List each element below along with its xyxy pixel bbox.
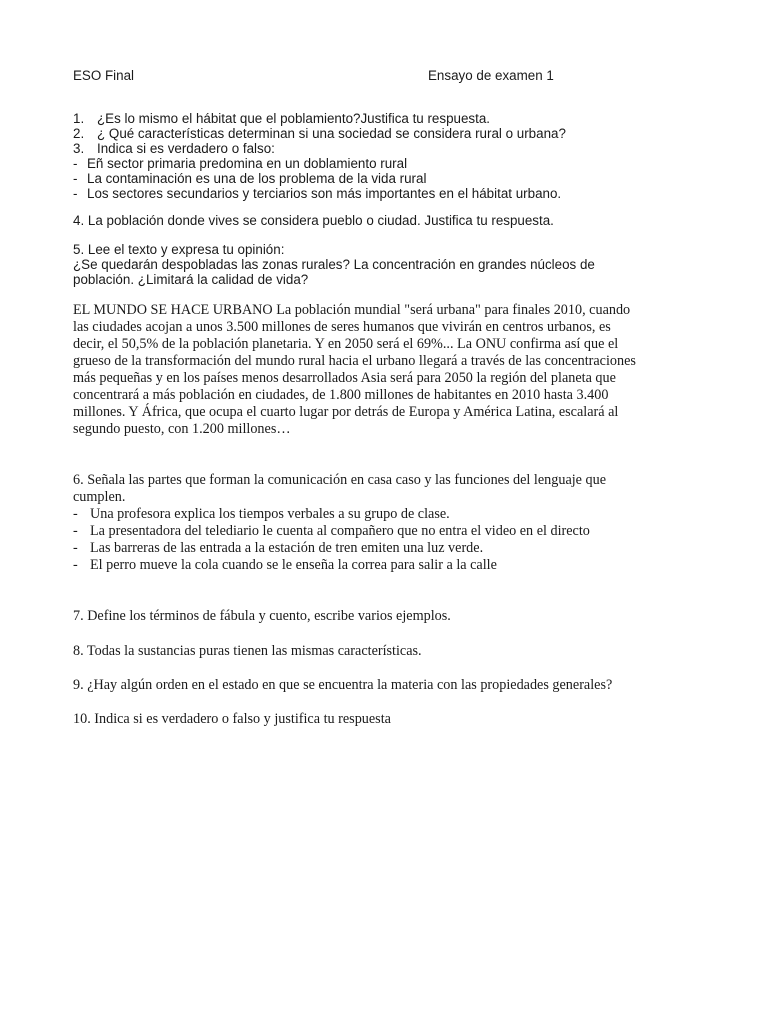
question-7-text: 7. Define los términos de fábula y cuento, escribe varios ejemplos. bbox=[73, 608, 451, 624]
article-line: segundo puesto, con 1.200 millones… bbox=[73, 421, 291, 437]
dash-bullet: - bbox=[73, 156, 78, 171]
article-line: decir, el 50,5% de la población planetaria. Y en 2050 será el 69%... La ONU confirma así que el bbox=[73, 336, 619, 352]
q3-item bbox=[73, 186, 695, 201]
q6-item-text: La presentadora del telediario le cuenta al compañero que no entra el video en el directo bbox=[90, 523, 590, 539]
question-9 bbox=[73, 677, 695, 694]
article-line: EL MUNDO SE HACE URBANO La población mundial "será urbana" para finales 2010, cuando bbox=[73, 302, 631, 318]
question-text: Indica si es verdadero o falso: bbox=[97, 141, 275, 156]
article-line: grueso de la transformación del mundo rural hacia el urbano llegará a través de las concentraciones bbox=[73, 353, 636, 369]
article-paragraph bbox=[73, 302, 695, 438]
q6-item bbox=[73, 506, 695, 523]
question-8-text: 8. Todas la sustancias puras tienen las mismas características. bbox=[73, 643, 422, 659]
q6-item bbox=[73, 557, 695, 574]
article-line: millones. Y África, que ocupa el cuarto lugar por detrás de Europa y América Latina, escalará al bbox=[73, 404, 619, 420]
question-10-text: 10. Indica si es verdadero o falso y justifica tu respuesta bbox=[73, 711, 391, 727]
question-1 bbox=[73, 111, 695, 126]
question-2 bbox=[73, 126, 695, 141]
questions-top bbox=[73, 111, 695, 201]
question-6 bbox=[73, 472, 695, 574]
question-5 bbox=[73, 242, 695, 287]
question-3 bbox=[73, 141, 695, 156]
question-9-text: 9. ¿Hay algún orden en el estado en que se encuentra la materia con las propiedades generales? bbox=[73, 677, 613, 693]
q6-item bbox=[73, 540, 695, 557]
article-line: más pequeñas y en los países menos desarrollados Asia será para 2050 la región del planeta que bbox=[73, 370, 616, 386]
question-5-line3: población. ¿Limitará la calidad de vida? bbox=[73, 272, 309, 287]
course-label: ESO Final bbox=[73, 68, 135, 83]
q3-item-text: Los sectores secundarios y terciarios son más importantes en el hábitat urbano. bbox=[87, 186, 562, 201]
article-line: las ciudades acojan a unos 3.500 millones de seres humanos que vivirán en centros urbanos, es bbox=[73, 319, 611, 335]
dash-bullet: - bbox=[73, 171, 78, 186]
question-7 bbox=[73, 608, 695, 625]
dash-bullet: - bbox=[73, 540, 78, 556]
q3-item bbox=[73, 156, 695, 171]
question-6-line2: cumplen. bbox=[73, 489, 126, 505]
q6-item-text: El perro mueve la cola cuando se le enseña la correa para salir a la calle bbox=[90, 557, 497, 573]
question-number: 3. bbox=[73, 141, 85, 156]
q6-item-text: Una profesora explica los tiempos verbales a su grupo de clase. bbox=[90, 506, 450, 522]
q6-item-text: Las barreras de las entrada a la estación de tren emiten una luz verde. bbox=[90, 540, 484, 556]
question-4 bbox=[73, 213, 695, 228]
question-5-line1: 5. Lee el texto y expresa tu opinión: bbox=[73, 242, 285, 257]
dash-bullet: - bbox=[73, 506, 78, 522]
q3-item-text: Eñ sector primaria predomina en un doblamiento rural bbox=[87, 156, 408, 171]
question-number: 2. bbox=[73, 126, 85, 141]
dash-bullet: - bbox=[73, 186, 78, 201]
q3-item bbox=[73, 171, 695, 186]
question-text: ¿Es lo mismo el hábitat que el poblamiento?Justifica tu respuesta. bbox=[97, 111, 490, 126]
q6-item bbox=[73, 523, 695, 540]
exam-title: Ensayo de examen 1 bbox=[428, 68, 554, 83]
question-5-line2: ¿Se quedarán despobladas las zonas rurales? La concentración en grandes núcleos de bbox=[73, 257, 595, 272]
q3-item-text: La contaminación es una de los problema de la vida rural bbox=[87, 171, 427, 186]
dash-bullet: - bbox=[73, 557, 78, 573]
question-8 bbox=[73, 643, 695, 660]
question-4-text: 4. La población donde vives se considera pueblo o ciudad. Justifica tu respuesta. bbox=[73, 213, 554, 228]
article-line: concentrará a más población en ciudades, de 1.800 millones de habitantes en 2010 hasta 3.400 bbox=[73, 387, 609, 403]
question-number: 1. bbox=[73, 111, 85, 126]
question-10 bbox=[73, 711, 695, 728]
question-6-line1: 6. Señala las partes que forman la comunicación en casa caso y las funciones del lenguaje que bbox=[73, 472, 607, 488]
dash-bullet: - bbox=[73, 523, 78, 539]
question-text: ¿ Qué características determinan si una sociedad se considera rural o urbana? bbox=[97, 126, 566, 141]
